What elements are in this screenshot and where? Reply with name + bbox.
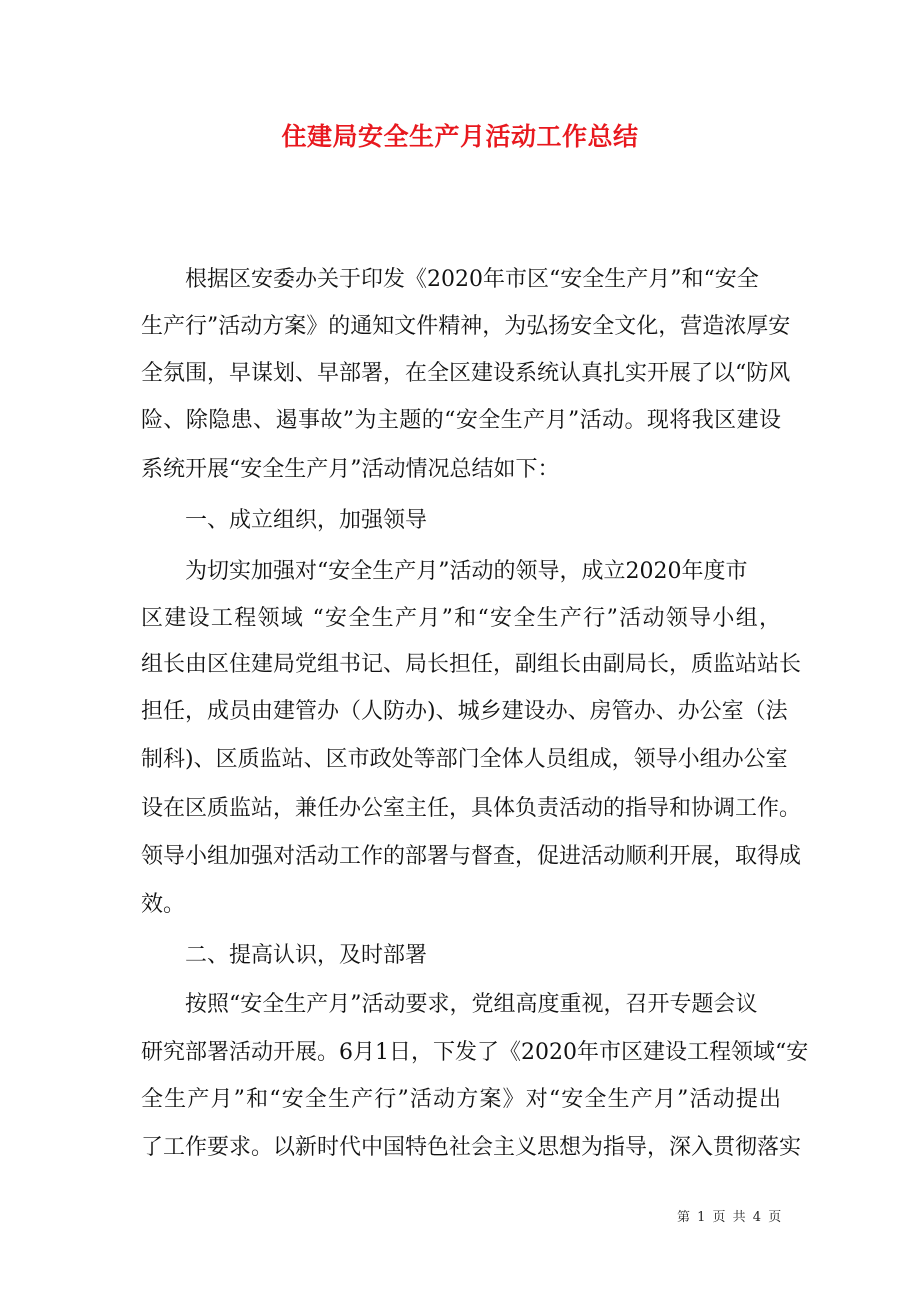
body-line: 全生产月”和“安全生产行”活动方案》对“安全生产月”活动提出	[141, 1087, 781, 1112]
body-line: 为切实加强对“安全生产月”活动的领导，成立2020年度市	[185, 559, 748, 584]
body-line: 设在区质监站，兼任办公室主任，具体负责活动的指导和协调工作。	[141, 796, 802, 821]
body-line: 区建设工程领域 “安全生产月”和“安全生产行”活动领导小组，	[141, 606, 781, 631]
body-line: 全氛围，早谋划、早部署，在全区建设系统认真扎实开展了以“防风	[141, 361, 791, 386]
body-line: 领导小组加强对活动工作的部署与督查，促进活动顺利开展，取得成	[141, 844, 802, 869]
body-line: 系统开展“安全生产月”活动情况总结如下：	[141, 457, 560, 482]
body-line: 了工作要求。以新时代中国特色社会主义思想为指导，深入贯彻落实	[141, 1135, 802, 1160]
document-title: 住建局安全生产月活动工作总结	[281, 122, 639, 151]
body-line: 效。	[141, 892, 186, 917]
section-heading: 一、成立组织，加强领导	[185, 508, 428, 533]
body-line: 按照“安全生产月”活动要求，党组高度重视，召开专题会议	[185, 992, 758, 1017]
body-line: 险、除隐患、遏事故”为主题的“安全生产月”活动。现将我区建设	[141, 408, 781, 433]
body-line: 根据区安委办关于印发《2020年市区“安全生产月”和“安全	[185, 267, 759, 292]
section-heading: 二、提高认识，及时部署	[185, 943, 428, 968]
body-line: 生产行”活动方案》的通知文件精神，为弘扬安全文化，营造浓厚安	[141, 314, 791, 339]
page-number-footer: 第 1 页 共 4 页	[677, 1210, 782, 1225]
body-line: 研究部署活动开展。6月1日，下发了《2020年市区建设工程领域“安	[141, 1040, 809, 1065]
body-line: 组长由区住建局党组书记、局长担任，副组长由副局长，质监站站长	[141, 652, 802, 677]
body-line: 制科)、区质监站、区市政处等部门全体人员组成，领导小组办公室	[141, 747, 788, 772]
body-line: 担任，成员由建管办（人防办)、城乡建设办、房管办、办公室（法	[141, 699, 788, 724]
